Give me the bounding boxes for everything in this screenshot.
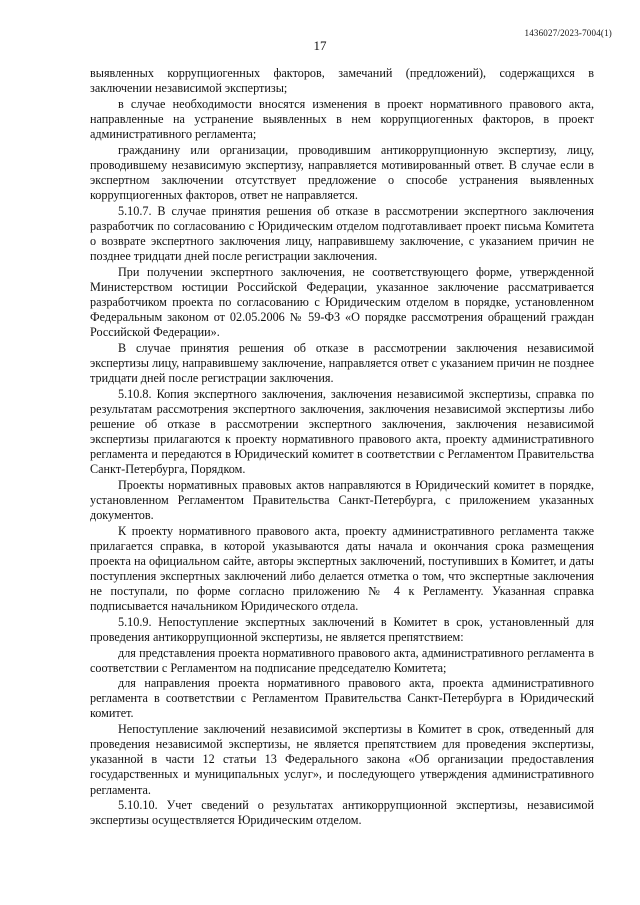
document-body [90,66,594,829]
paragraph: Непоступление заключений независимой экспертизы в Комитет в срок, отведенный для проведения независимой экспертизы, не является препятствием для проведения экспертизы, указанной в части 12 статьи 13 Федерального закона «Об организации предоставления государственных и муниципальных услуг», и последующего утверждения административного регламента. [90,722,594,797]
paragraph: выявленных коррупциогенных факторов, замечаний (предложений), содержащихся в заключении независимой экспертизы; [90,66,594,96]
paragraph: 5.10.8. Копия экспертного заключения, заключения независимой экспертизы, справка по результатам рассмотрения экспертного заключения, заключения независимой экспертизы либо решение об отказе в рассмотрении экспертного заключения, заключения независимой экспертизы прилагаются к проекту нормативного правового акта, проекту административного регламента и передаются в Юридический комитет в соответствии с Регламентом Правительства Санкт-Петербурга, Порядком. [90,386,594,476]
document-id: 1436027/2023-7004(1) [524,28,612,38]
paragraph: 5.10.10. Учет сведений о результатах антикоррупционной экспертизы, независимой экспертизы осуществляется Юридическим отделом. [90,798,594,828]
paragraph: К проекту нормативного правового акта, проекту административного регламента также прилагается справка, в которой указываются даты начала и окончания срока размещения проекта на официальном сайте, авторы экспертных заключений, поступивших в Комитет, и даты поступления экспертных заключений либо делается отметка о том, что экспертные заключения не поступали, по форме согласно приложению № 4 к Регламенту. Указанная справка подписывается начальником Юридического отдела. [90,523,594,614]
paragraph: Проекты нормативных правовых актов направляются в Юридический комитет в порядке, установленном Регламентом Правительства Санкт-Петербурга, с приложением указанных документов. [90,477,594,522]
paragraph: 5.10.7. В случае принятия решения об отказе в рассмотрении экспертного заключения разработчик по согласованию с Юридическим отделом подготавливает проект письма Комитета о возврате экспертного заключения лицу, направившему заключение, с указанием причин не позднее тридцати дней после регистрации заключения. [90,203,594,263]
paragraph: В случае принятия решения об отказе в рассмотрении заключения независимой экспертизы лицу, направившему заключение, направляется ответ с указанием причин не позднее тридцати дней после регистрации заключения. [90,340,594,385]
paragraph: При получении экспертного заключения, не соответствующего форме, утвержденной Министерством юстиции Российской Федерации, указанное заключение рассматривается разработчиком проекта по согласованию с Юридическим отделом в порядке, установленном Федеральным законом от 02.05.2006 № 59-ФЗ «О порядке рассмотрения обращений граждан Российской Федерации». [90,264,594,339]
paragraph: в случае необходимости вносятся изменения в проект нормативного правового акта, направленные на устранение выявленных в нем коррупциогенных факторов, в проект административного регламента; [90,96,594,141]
paragraph: гражданину или организации, проводившим антикоррупционную экспертизу, лицу, проводившему независимую экспертизу, направляется мотивированный ответ. В случае если в экспертном заключении отсутствует предложение о способе устранения выявленных коррупциогенных факторов, ответ не направляется. [90,142,594,202]
paragraph: 5.10.9. Непоступление экспертных заключений в Комитет в срок, установленный для проведения антикоррупционной экспертизы, не является препятствием: [90,614,594,644]
paragraph: для представления проекта нормативного правового акта, административного регламента в соответствии с Регламентом на подписание председателю Комитета; [90,645,594,675]
paragraph: для направления проекта нормативного правового акта, проекта административного регламента в соответствии с Регламентом Правительства Санкт-Петербурга в Юридический комитет. [90,676,594,721]
page-number: 17 [313,38,327,53]
